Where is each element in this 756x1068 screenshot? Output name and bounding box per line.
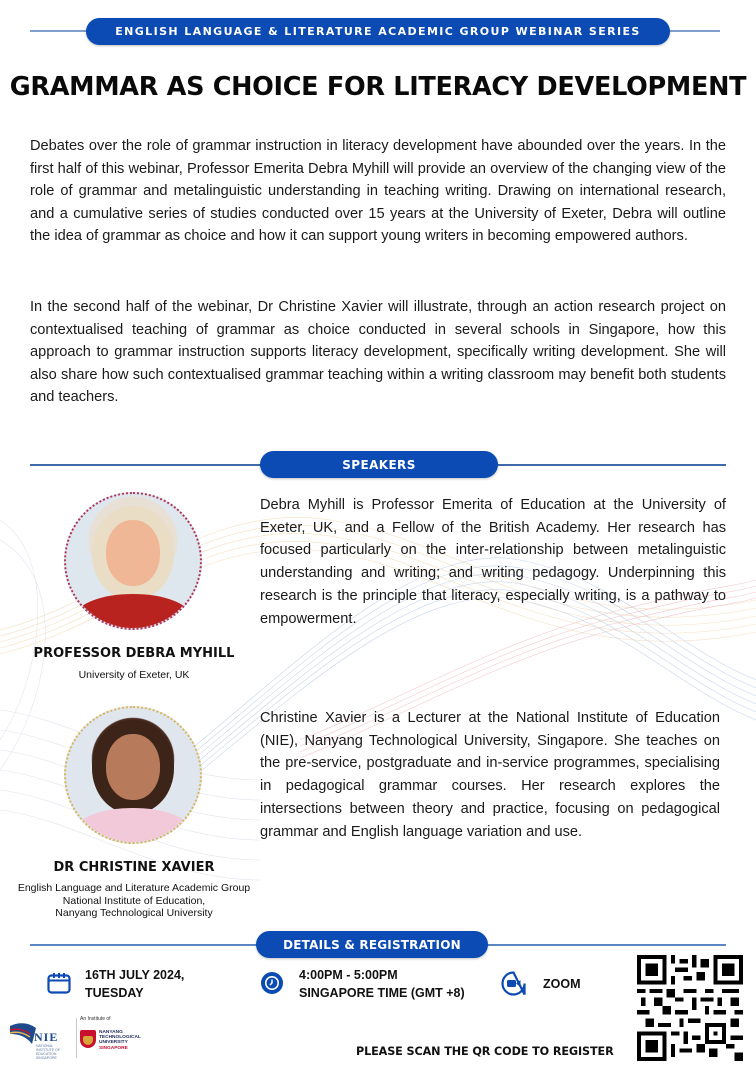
details-label: DETAILS & REGISTRATION: [283, 937, 461, 952]
timezone: SINGAPORE TIME (GMT +8): [299, 986, 465, 1000]
abstract-paragraph-2: In the second half of the webinar, Dr Christine Xavier will illustrate, through an action research project on contextualised teaching of grammar as choice conducted in several schools in Singapore, how this approach to grammar instruction supports literacy development, specifically writing development. She will also share how such contextualised grammar teaching within a writing classroom may benefit both students and teachers.: [30, 299, 726, 405]
institute-of-label: An Institute of: [80, 1016, 111, 1022]
abstract-paragraph-1: Debates over the role of grammar instruction in literacy development have abounded over the years. In the first half of this webinar, Professor Emerita Debra Myhill will provide an overview of the changing view of the role of grammar and metalinguistic understanding in teaching writing. Drawing on international research, and a cumulative series of studies conducted over 15 years at the University of Exeter, Debra will outline the idea of grammar as choice and how it can support young writers in becoming empowered authors.: [30, 138, 726, 244]
affiliation-line: Nanyang Technological University: [55, 907, 213, 919]
affiliation-line: University of Exeter, UK: [78, 669, 190, 681]
ntu-line: NANYANG: [99, 1030, 123, 1035]
speaker-name: DR CHRISTINE XAVIER: [53, 860, 215, 875]
portrait-shirt: [76, 594, 190, 630]
clock-icon: [261, 972, 283, 994]
page-title: GRAMMAR AS CHOICE FOR LITERACY DEVELOPMENT: [9, 72, 747, 102]
series-label: ENGLISH LANGUAGE & LITERATURE ACADEMIC GROUP WEBINAR SERIES: [115, 25, 641, 38]
ntu-crest-icon: [80, 1030, 96, 1048]
series-banner: [86, 18, 670, 45]
ntu-logo-text: [99, 1030, 141, 1051]
ntu-line: TECHNOLOGICAL: [99, 1035, 141, 1041]
speaker-photo-christine-xavier: [64, 706, 202, 844]
portrait-face: [106, 520, 160, 586]
affiliation-line: English Language and Literature Academic Group: [17, 882, 251, 894]
details-section-header: [256, 931, 488, 958]
ntu-line: UNIVERSITY: [99, 1040, 128, 1046]
register-instruction: PLEASE SCAN THE QR CODE TO REGISTER: [356, 1045, 614, 1058]
event-date: [85, 966, 184, 1002]
logo-divider: [76, 1018, 77, 1058]
speaker-affiliation: [0, 882, 268, 920]
nie-logo-text: NIE: [34, 1030, 59, 1044]
weekday-line: TUESDAY: [85, 986, 144, 1000]
institution-logos: [6, 1014, 156, 1060]
speaker-photo-debra-myhill: [64, 492, 202, 630]
speaker-name: PROFESSOR DEBRA MYHILL: [33, 646, 235, 661]
time-range: 4:00PM - 5:00PM: [299, 968, 398, 982]
zoom-video-icon: [501, 971, 526, 996]
nie-logo-subtext: NATIONAL INSTITUTE OF EDUCATION SINGAPORE: [36, 1044, 60, 1060]
speakers-section-header: [260, 451, 498, 478]
calendar-icon: [47, 972, 71, 994]
date-line: 16TH JULY 2024,: [85, 968, 185, 982]
speaker-bio: Debra Myhill is Professor Emerita of Education at the University of Exeter, UK, and a Fellow of the British Academy. Her research has focused particularly on the inter-relationship between metalinguistic understanding and writing; and writing pedagogy. Underpinning this research is the principle that literacy, especially writing, is a pathway to empowerment.: [260, 497, 726, 627]
ntu-country: SINGAPORE: [99, 1045, 128, 1051]
portrait-face: [106, 734, 160, 800]
speaker-bio: Christine Xavier is a Lecturer at the National Institute of Education (NIE), Nanyang Technological University, Singapore. She teaches on the pre-service, postgraduate and in-service programmes, specialising in pedagogical grammar courses. Her research explores the intersections between theory and practice, focusing on pedagogical grammar and English language variation and use.: [260, 710, 720, 840]
event-time: [299, 966, 465, 1002]
portrait-shirt: [76, 808, 190, 844]
affiliation-line: National Institute of Education,: [62, 894, 206, 907]
event-platform: ZOOM: [543, 977, 581, 991]
speaker-affiliation: [0, 669, 268, 682]
registration-qr-code[interactable]: [637, 955, 743, 1061]
speakers-label: SPEAKERS: [342, 457, 416, 472]
